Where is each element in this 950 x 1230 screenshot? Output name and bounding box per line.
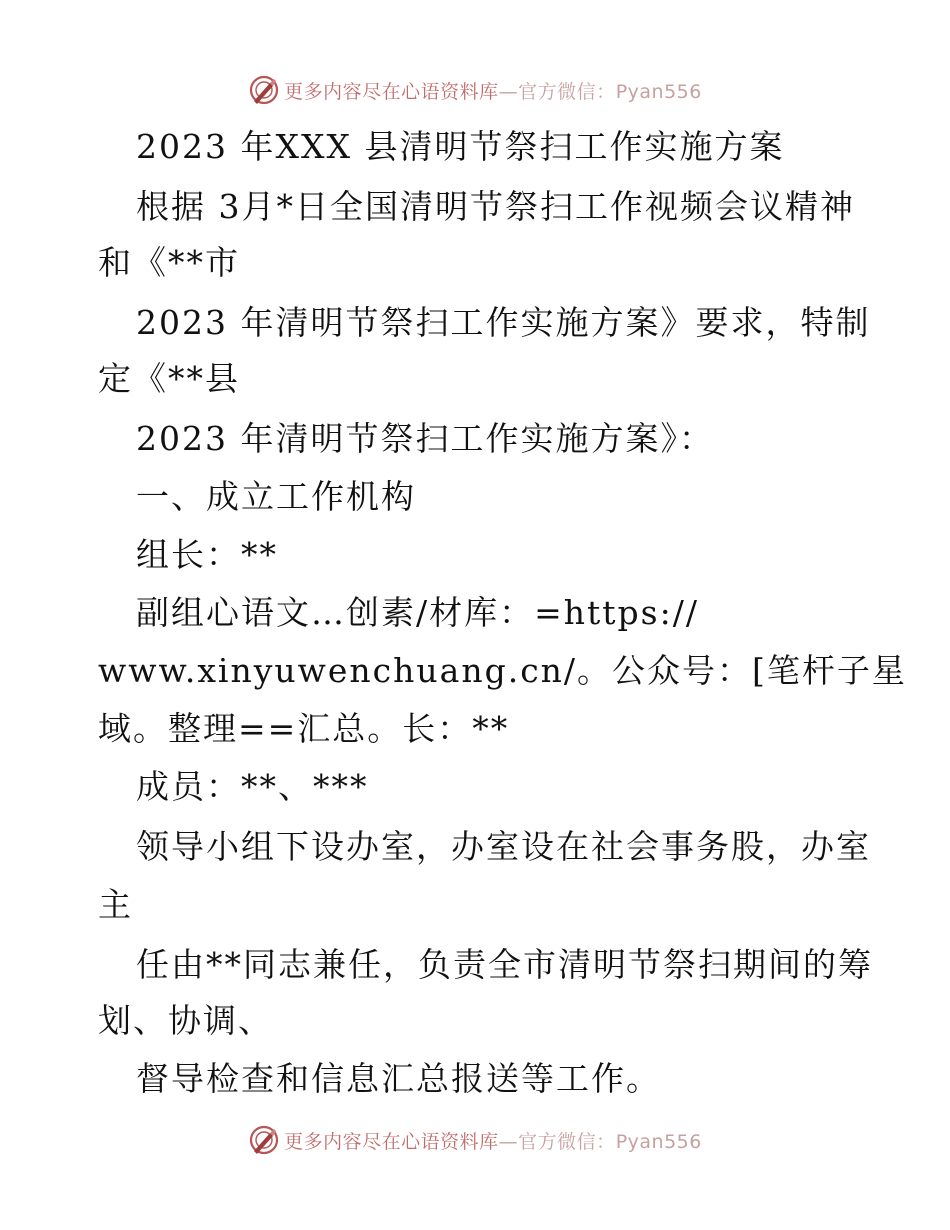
watermark-main-text: 更多内容尽在心语资料库 — [284, 80, 499, 103]
watermark-main-text: 更多内容尽在心语资料库 — [284, 1130, 499, 1153]
section-heading: 一、成立工作机构 — [136, 477, 416, 516]
watermark-wechat-label: 官方微信： — [518, 1130, 616, 1153]
text-line: 划、协调、 — [98, 1001, 273, 1040]
watermark-separator: — — [498, 80, 519, 103]
text-line: 2023 年清明节祭扫工作实施方案》要求，特制 — [136, 303, 871, 342]
watermark-wechat-label: 官方微信： — [518, 80, 616, 103]
text-line: 定《**县 — [98, 359, 240, 398]
text-line: 成员：**、*** — [136, 767, 369, 806]
watermark-text — [284, 1127, 702, 1154]
document-title: 2023 年XXX 县清明节祭扫工作实施方案 — [136, 127, 785, 166]
text-line: 督导检查和信息汇总报送等工作。 — [136, 1059, 661, 1098]
text-line: 领导小组下设办室，办室设在社会事务股，办室 — [136, 827, 871, 866]
text-line: 组长：** — [136, 535, 278, 574]
watermark-wechat-id: Pyan556 — [615, 80, 702, 103]
text-line: 根据 3月*日全国清明节祭扫工作视频会议精神 — [136, 187, 855, 226]
text-line: www.xinyuwenchuang.cn/。公众号：[笔杆子星 — [98, 651, 907, 690]
header-watermark-banner — [0, 70, 950, 110]
text-line: 副组心语文…创素/材库：=https:// — [136, 593, 699, 632]
watermark-separator: — — [498, 1130, 519, 1153]
text-line: 2023 年清明节祭扫工作实施方案》： — [136, 419, 714, 458]
pen-logo-icon — [248, 74, 280, 106]
text-line: 主 — [98, 885, 133, 924]
pen-logo-icon — [248, 1124, 280, 1156]
footer-watermark-banner — [0, 1120, 950, 1160]
text-line: 域。整理==汇总。长：** — [98, 709, 510, 748]
watermark-text — [284, 77, 702, 104]
text-line: 和《**市 — [98, 243, 240, 282]
watermark-wechat-id: Pyan556 — [615, 1130, 702, 1153]
text-line: 任由**同志兼任，负责全市清明节祭扫期间的筹 — [136, 945, 873, 984]
